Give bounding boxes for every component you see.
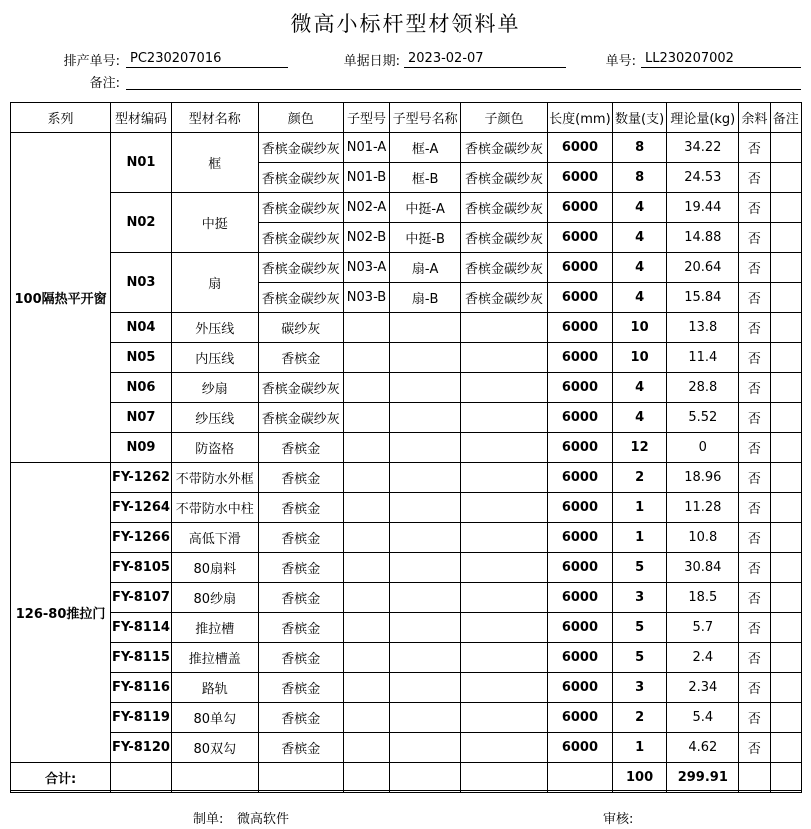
- leftover-cell: 否: [739, 643, 770, 673]
- color-cell: 香槟金: [258, 493, 343, 523]
- profile-code-cell: FY-8119: [111, 703, 172, 733]
- col-header-series: 系列: [11, 103, 111, 133]
- remark-cell: [770, 283, 801, 313]
- sub-color-cell: [461, 643, 548, 673]
- total-empty-cell: [343, 763, 390, 793]
- leftover-cell: 否: [739, 373, 770, 403]
- leftover-cell: 否: [739, 283, 770, 313]
- remark-cell: [770, 403, 801, 433]
- leftover-cell: 否: [739, 433, 770, 463]
- remark-cell: [770, 373, 801, 403]
- sub-name-cell: 中挺-A: [390, 193, 461, 223]
- weight-cell: 5.52: [667, 403, 739, 433]
- sub-name-cell: [390, 553, 461, 583]
- leftover-cell: 否: [739, 703, 770, 733]
- col-header-sub-no: 子型号: [343, 103, 390, 133]
- length-cell: 6000: [548, 523, 613, 553]
- qty-cell: 2: [612, 703, 667, 733]
- qty-cell: 4: [612, 373, 667, 403]
- remark-cell: [770, 583, 801, 613]
- qty-cell: 1: [612, 523, 667, 553]
- profile-code-cell: FY-8115: [111, 643, 172, 673]
- sub-name-cell: [390, 523, 461, 553]
- reviewer-label: 审核:: [603, 812, 634, 827]
- length-cell: 6000: [548, 433, 613, 463]
- sub-color-cell: [461, 373, 548, 403]
- sub-color-cell: 香槟金碳纱灰: [461, 163, 548, 193]
- leftover-cell: 否: [739, 313, 770, 343]
- sub-color-cell: 香槟金碳纱灰: [461, 223, 548, 253]
- profile-code-cell: FY-1262: [111, 463, 172, 493]
- sub-no-cell: [343, 733, 390, 763]
- weight-cell: 20.64: [667, 253, 739, 283]
- profile-name-cell: 80单勾: [171, 703, 258, 733]
- sub-no-cell: [343, 553, 390, 583]
- profile-code-cell: N06: [111, 373, 172, 403]
- sub-name-cell: [390, 403, 461, 433]
- remark-cell: [770, 433, 801, 463]
- leftover-cell: 否: [739, 673, 770, 703]
- total-empty-cell: [739, 763, 770, 793]
- sub-name-cell: 框-B: [390, 163, 461, 193]
- sub-color-cell: [461, 703, 548, 733]
- color-cell: 香槟金: [258, 343, 343, 373]
- profile-name-cell: 不带防水外框: [171, 463, 258, 493]
- table-row: [11, 673, 802, 703]
- qty-cell: 2: [612, 463, 667, 493]
- qty-cell: 8: [612, 133, 667, 163]
- color-cell: 香槟金: [258, 553, 343, 583]
- profile-code-cell: FY-1264: [111, 493, 172, 523]
- profile-name-cell: 框: [171, 133, 258, 193]
- total-row: [11, 763, 802, 793]
- profile-code-cell: N07: [111, 403, 172, 433]
- color-cell: 碳纱灰: [258, 313, 343, 343]
- length-cell: 6000: [548, 343, 613, 373]
- leftover-cell: 否: [739, 223, 770, 253]
- sub-no-cell: N02-A: [343, 193, 390, 223]
- length-cell: 6000: [548, 553, 613, 583]
- leftover-cell: 否: [739, 193, 770, 223]
- materials-table: [10, 102, 802, 793]
- table-row: [11, 193, 802, 223]
- doc-no-label: 单号:: [605, 54, 636, 69]
- sub-no-cell: [343, 343, 390, 373]
- profile-name-cell: 高低下滑: [171, 523, 258, 553]
- sub-no-cell: [343, 703, 390, 733]
- sub-color-cell: [461, 523, 548, 553]
- sub-name-cell: [390, 703, 461, 733]
- weight-cell: 34.22: [667, 133, 739, 163]
- table-row: [11, 613, 802, 643]
- table-header-row: [11, 103, 802, 133]
- weight-cell: 0: [667, 433, 739, 463]
- maker-label: 制单:: [193, 812, 224, 827]
- qty-cell: 3: [612, 673, 667, 703]
- qty-cell: 4: [612, 193, 667, 223]
- weight-cell: 10.8: [667, 523, 739, 553]
- length-cell: 6000: [548, 253, 613, 283]
- profile-name-cell: 外压线: [171, 313, 258, 343]
- profile-name-cell: 中挺: [171, 193, 258, 253]
- color-cell: 香槟金: [258, 613, 343, 643]
- qty-cell: 10: [612, 343, 667, 373]
- total-label-cell: 合计:: [11, 763, 111, 793]
- sub-color-cell: 香槟金碳纱灰: [461, 133, 548, 163]
- table-row: [11, 313, 802, 343]
- sub-name-cell: [390, 643, 461, 673]
- total-empty-cell: [461, 763, 548, 793]
- remark-cell: [770, 343, 801, 373]
- profile-name-cell: 扇: [171, 253, 258, 313]
- table-row: [11, 403, 802, 433]
- weight-cell: 13.8: [667, 313, 739, 343]
- date-label: 单据日期:: [343, 54, 400, 69]
- total-weight-cell: 299.91: [667, 763, 739, 793]
- table-row: [11, 343, 802, 373]
- weight-cell: 18.96: [667, 463, 739, 493]
- sub-name-cell: 扇-A: [390, 253, 461, 283]
- sub-no-cell: [343, 373, 390, 403]
- sub-name-cell: 中挺-B: [390, 223, 461, 253]
- table-row: [11, 433, 802, 463]
- length-cell: 6000: [548, 373, 613, 403]
- sub-color-cell: 香槟金碳纱灰: [461, 253, 548, 283]
- production-no-field: PC230207016: [126, 51, 288, 68]
- leftover-cell: 否: [739, 523, 770, 553]
- profile-code-cell: N09: [111, 433, 172, 463]
- sub-name-cell: 扇-B: [390, 283, 461, 313]
- sub-color-cell: [461, 343, 548, 373]
- sub-no-cell: [343, 463, 390, 493]
- table-row: [11, 523, 802, 553]
- profile-code-cell: FY-8107: [111, 583, 172, 613]
- leftover-cell: 否: [739, 553, 770, 583]
- color-cell: 香槟金碳纱灰: [258, 133, 343, 163]
- color-cell: 香槟金: [258, 703, 343, 733]
- profile-code-cell: FY-8114: [111, 613, 172, 643]
- weight-cell: 14.88: [667, 223, 739, 253]
- sub-no-cell: [343, 313, 390, 343]
- sub-name-cell: 框-A: [390, 133, 461, 163]
- profile-code-cell: FY-8116: [111, 673, 172, 703]
- sub-color-cell: [461, 403, 548, 433]
- weight-cell: 24.53: [667, 163, 739, 193]
- col-header-color: 颜色: [258, 103, 343, 133]
- qty-cell: 8: [612, 163, 667, 193]
- sub-name-cell: [390, 463, 461, 493]
- profile-name-cell: 80双勾: [171, 733, 258, 763]
- leftover-cell: 否: [739, 343, 770, 373]
- sub-color-cell: [461, 553, 548, 583]
- total-qty-cell: 100: [612, 763, 667, 793]
- table-row: [11, 253, 802, 283]
- length-cell: 6000: [548, 673, 613, 703]
- remark-cell: [770, 493, 801, 523]
- qty-cell: 1: [612, 733, 667, 763]
- qty-cell: 10: [612, 313, 667, 343]
- table-row: [11, 643, 802, 673]
- remark-cell: [770, 313, 801, 343]
- table-body: [11, 133, 802, 793]
- sub-name-cell: [390, 313, 461, 343]
- col-header-sub-color: 子颜色: [461, 103, 548, 133]
- total-empty-cell: [111, 763, 172, 793]
- length-cell: 6000: [548, 733, 613, 763]
- remark-field: [126, 73, 801, 90]
- qty-cell: 4: [612, 403, 667, 433]
- total-empty-cell: [390, 763, 461, 793]
- production-no-label: 排产单号:: [63, 54, 120, 69]
- qty-cell: 5: [612, 613, 667, 643]
- color-cell: 香槟金碳纱灰: [258, 193, 343, 223]
- qty-cell: 4: [612, 223, 667, 253]
- color-cell: 香槟金: [258, 463, 343, 493]
- table-row: [11, 553, 802, 583]
- length-cell: 6000: [548, 223, 613, 253]
- sub-no-cell: [343, 673, 390, 703]
- remark-cell: [770, 253, 801, 283]
- series-cell: 100隔热平开窗: [11, 133, 111, 463]
- table-row: [11, 463, 802, 493]
- weight-cell: 15.84: [667, 283, 739, 313]
- weight-cell: 11.4: [667, 343, 739, 373]
- sub-name-cell: [390, 613, 461, 643]
- date-field: 2023-02-07: [404, 51, 566, 68]
- profile-code-cell: N04: [111, 313, 172, 343]
- length-cell: 6000: [548, 313, 613, 343]
- profile-name-cell: 80纱扇: [171, 583, 258, 613]
- weight-cell: 5.4: [667, 703, 739, 733]
- col-header-sub-name: 子型号名称: [390, 103, 461, 133]
- remark-cell: [770, 463, 801, 493]
- remark-cell: [770, 733, 801, 763]
- col-header-code: 型材编码: [111, 103, 172, 133]
- qty-cell: 3: [612, 583, 667, 613]
- qty-cell: 1: [612, 493, 667, 523]
- profile-name-cell: 推拉槽: [171, 613, 258, 643]
- profile-code-cell: N05: [111, 343, 172, 373]
- remark-cell: [770, 163, 801, 193]
- profile-code-cell: FY-8120: [111, 733, 172, 763]
- remark-cell: [770, 133, 801, 163]
- qty-cell: 4: [612, 283, 667, 313]
- qty-cell: 5: [612, 553, 667, 583]
- sub-name-cell: [390, 493, 461, 523]
- profile-code-cell: FY-8105: [111, 553, 172, 583]
- weight-cell: 2.34: [667, 673, 739, 703]
- document-title: 微高小标杆型材领料单: [290, 12, 521, 36]
- table-row: [11, 133, 802, 163]
- leftover-cell: 否: [739, 493, 770, 523]
- col-header-weight: 理论量(kg): [667, 103, 739, 133]
- sub-no-cell: [343, 643, 390, 673]
- remark-cell: [770, 703, 801, 733]
- leftover-cell: 否: [739, 583, 770, 613]
- length-cell: 6000: [548, 283, 613, 313]
- maker-value: 微高软件: [237, 812, 290, 827]
- profile-code-cell: N02: [111, 193, 172, 253]
- sub-no-cell: N01-B: [343, 163, 390, 193]
- profile-name-cell: 纱扇: [171, 373, 258, 403]
- remark-cell: [770, 673, 801, 703]
- profile-name-cell: 80扇料: [171, 553, 258, 583]
- color-cell: 香槟金碳纱灰: [258, 253, 343, 283]
- table-row: [11, 703, 802, 733]
- length-cell: 6000: [548, 643, 613, 673]
- sub-no-cell: N01-A: [343, 133, 390, 163]
- sub-name-cell: [390, 733, 461, 763]
- color-cell: 香槟金: [258, 523, 343, 553]
- sub-color-cell: [461, 313, 548, 343]
- sub-no-cell: N02-B: [343, 223, 390, 253]
- remark-cell: [770, 643, 801, 673]
- profile-name-cell: 路轨: [171, 673, 258, 703]
- length-cell: 6000: [548, 493, 613, 523]
- weight-cell: 28.8: [667, 373, 739, 403]
- total-empty-cell: [171, 763, 258, 793]
- leftover-cell: 否: [739, 133, 770, 163]
- sub-no-cell: [343, 613, 390, 643]
- weight-cell: 30.84: [667, 553, 739, 583]
- sub-color-cell: 香槟金碳纱灰: [461, 283, 548, 313]
- remark-cell: [770, 193, 801, 223]
- color-cell: 香槟金: [258, 733, 343, 763]
- profile-code-cell: N01: [111, 133, 172, 193]
- profile-code-cell: N03: [111, 253, 172, 313]
- table-row: [11, 373, 802, 403]
- leftover-cell: 否: [739, 613, 770, 643]
- color-cell: 香槟金: [258, 583, 343, 613]
- remark-cell: [770, 223, 801, 253]
- leftover-cell: 否: [739, 253, 770, 283]
- length-cell: 6000: [548, 193, 613, 223]
- table-row: [11, 493, 802, 523]
- sub-name-cell: [390, 343, 461, 373]
- total-empty-cell: [770, 763, 801, 793]
- profile-name-cell: 防盗格: [171, 433, 258, 463]
- leftover-cell: 否: [739, 403, 770, 433]
- sub-no-cell: [343, 433, 390, 463]
- sub-color-cell: [461, 673, 548, 703]
- total-empty-cell: [548, 763, 613, 793]
- weight-cell: 19.44: [667, 193, 739, 223]
- doc-no-field: LL230207002: [641, 51, 801, 68]
- series-cell: 126-80推拉门: [11, 463, 111, 763]
- sub-color-cell: [461, 583, 548, 613]
- qty-cell: 4: [612, 253, 667, 283]
- weight-cell: 4.62: [667, 733, 739, 763]
- color-cell: 香槟金: [258, 643, 343, 673]
- length-cell: 6000: [548, 403, 613, 433]
- col-header-remark: 备注: [770, 103, 801, 133]
- col-header-name: 型材名称: [171, 103, 258, 133]
- profile-code-cell: FY-1266: [111, 523, 172, 553]
- length-cell: 6000: [548, 583, 613, 613]
- length-cell: 6000: [548, 463, 613, 493]
- sub-color-cell: [461, 613, 548, 643]
- sub-name-cell: [390, 373, 461, 403]
- table-row: [11, 733, 802, 763]
- col-header-length: 长度(mm): [548, 103, 613, 133]
- color-cell: 香槟金碳纱灰: [258, 163, 343, 193]
- profile-name-cell: 纱压线: [171, 403, 258, 433]
- remark-label: 备注:: [89, 76, 120, 91]
- remark-cell: [770, 553, 801, 583]
- color-cell: 香槟金: [258, 673, 343, 703]
- color-cell: 香槟金: [258, 433, 343, 463]
- sub-color-cell: [461, 733, 548, 763]
- length-cell: 6000: [548, 163, 613, 193]
- color-cell: 香槟金碳纱灰: [258, 283, 343, 313]
- leftover-cell: 否: [739, 733, 770, 763]
- sub-name-cell: [390, 673, 461, 703]
- sub-color-cell: [461, 433, 548, 463]
- table-row: [11, 583, 802, 613]
- sub-no-cell: [343, 493, 390, 523]
- profile-name-cell: 内压线: [171, 343, 258, 373]
- color-cell: 香槟金碳纱灰: [258, 373, 343, 403]
- sub-no-cell: [343, 403, 390, 433]
- leftover-cell: 否: [739, 463, 770, 493]
- sub-no-cell: [343, 523, 390, 553]
- total-empty-cell: [258, 763, 343, 793]
- length-cell: 6000: [548, 613, 613, 643]
- sub-color-cell: [461, 463, 548, 493]
- remark-cell: [770, 523, 801, 553]
- profile-name-cell: 不带防水中柱: [171, 493, 258, 523]
- length-cell: 6000: [548, 133, 613, 163]
- sub-name-cell: [390, 583, 461, 613]
- sub-no-cell: N03-A: [343, 253, 390, 283]
- weight-cell: 18.5: [667, 583, 739, 613]
- profile-name-cell: 推拉槽盖: [171, 643, 258, 673]
- col-header-qty: 数量(支): [612, 103, 667, 133]
- length-cell: 6000: [548, 703, 613, 733]
- qty-cell: 5: [612, 643, 667, 673]
- sub-no-cell: [343, 583, 390, 613]
- color-cell: 香槟金碳纱灰: [258, 403, 343, 433]
- remark-cell: [770, 613, 801, 643]
- color-cell: 香槟金碳纱灰: [258, 223, 343, 253]
- leftover-cell: 否: [739, 163, 770, 193]
- col-header-leftover: 余料: [739, 103, 770, 133]
- sub-name-cell: [390, 433, 461, 463]
- sub-color-cell: [461, 493, 548, 523]
- weight-cell: 11.28: [667, 493, 739, 523]
- sub-no-cell: N03-B: [343, 283, 390, 313]
- weight-cell: 2.4: [667, 643, 739, 673]
- weight-cell: 5.7: [667, 613, 739, 643]
- sub-color-cell: 香槟金碳纱灰: [461, 193, 548, 223]
- qty-cell: 12: [612, 433, 667, 463]
